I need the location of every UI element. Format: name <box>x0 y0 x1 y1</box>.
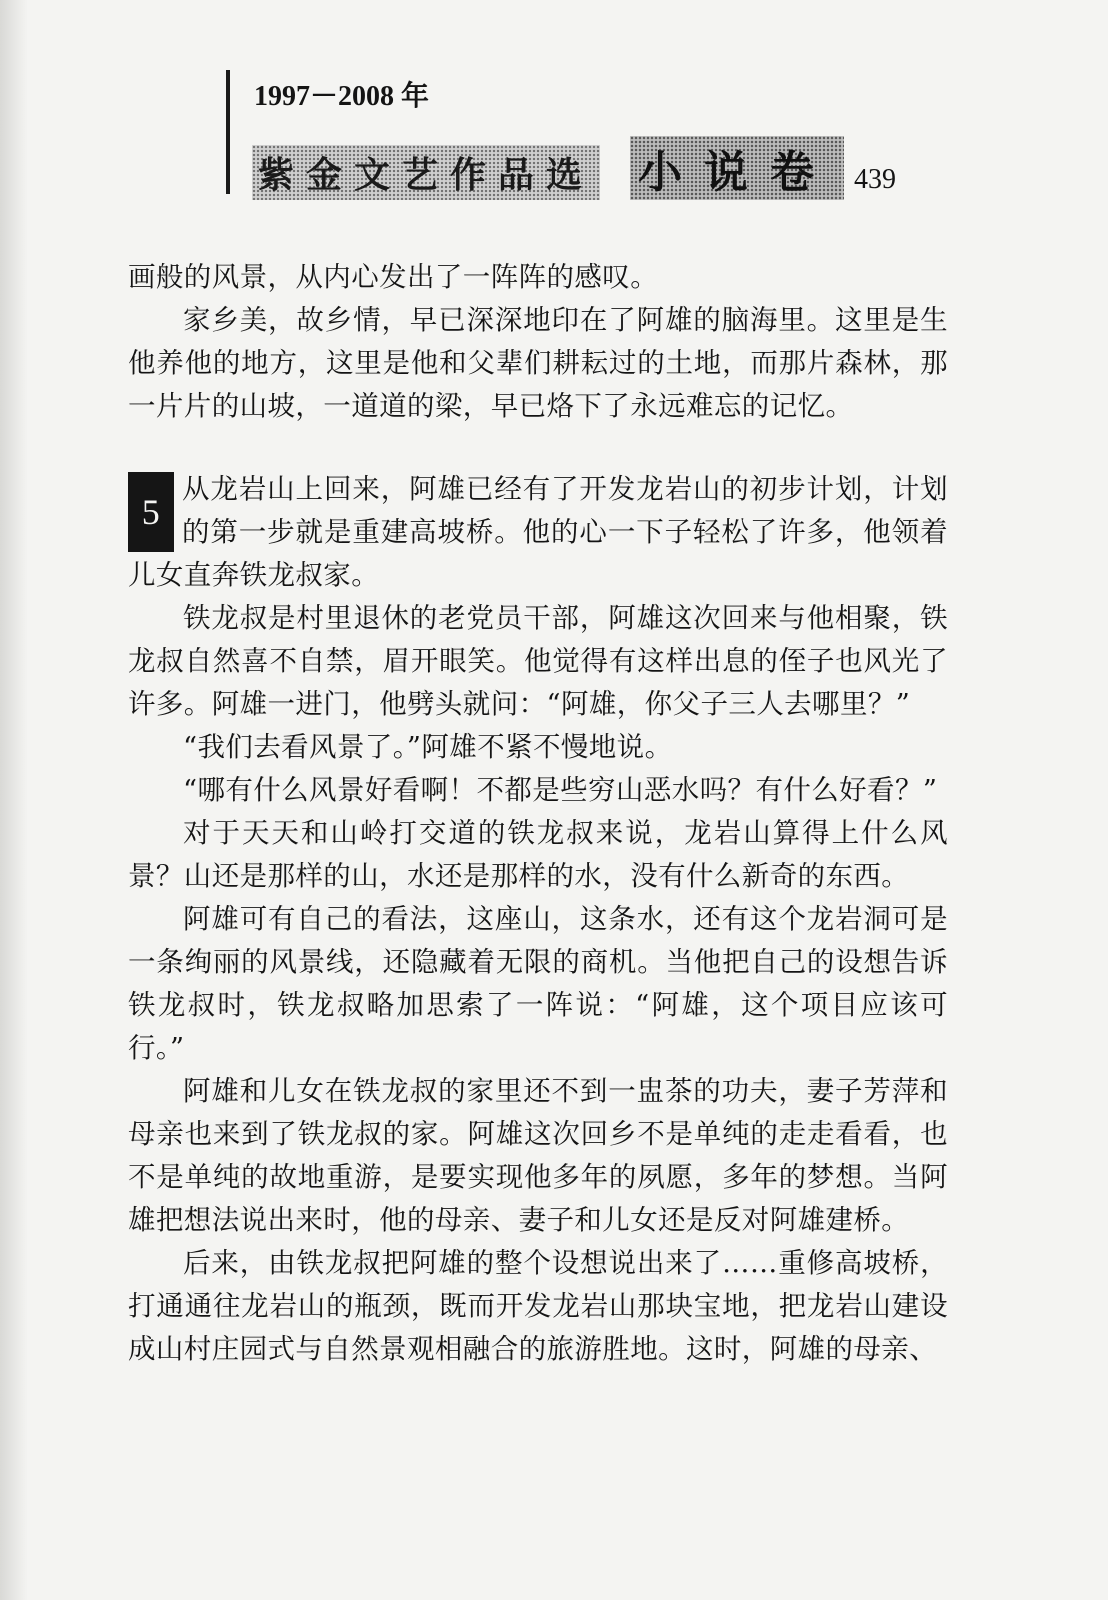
paragraph: 画般的风景，从内心发出了一阵阵的感叹。 <box>128 261 659 293</box>
section-first-paragraph <box>128 468 948 597</box>
section-first-paragraph-text: 从龙岩山上回来，阿雄已经有了开发龙岩山的初步计划，计划的第一步就是重建高坡桥。他的心一下子轻松了许多，他领着儿女直奔铁龙叔家。 <box>128 473 948 591</box>
paragraph: 铁龙叔是村里退休的老党员干部，阿雄这次回来与他相聚，铁龙叔自然喜不自禁，眉开眼笑。他觉得有这样出息的侄子也风光了许多。阿雄一进门，他劈头就问：“阿雄，你父子三人去哪里？” <box>128 602 948 720</box>
section-number-badge: 5 <box>128 472 174 552</box>
header-years: 1997－2008 年 <box>254 81 430 112</box>
header-title-row <box>252 136 896 200</box>
volume-title: 小说卷 <box>630 136 844 200</box>
paragraph: “哪有什么风景好看啊！不都是些穷山恶水吗？有什么好看？” <box>183 774 938 806</box>
section-gap <box>128 428 948 468</box>
paragraph: 家乡美，故乡情，早已深深地印在了阿雄的脑海里。这里是生他养他的地方，这里是他和父辈们耕耘过的土地，而那片森林，那一片片的山坡，一道道的梁，早已烙下了永远难忘的记忆。 <box>128 304 948 422</box>
scan-edge-shadow <box>0 0 28 1600</box>
paragraph: “我们去看风景了。”阿雄不紧不慢地说。 <box>183 731 673 763</box>
text-body <box>128 256 948 1371</box>
paragraph: 后来，由铁龙叔把阿雄的整个设想说出来了……重修高坡桥，打通通往龙岩山的瓶颈，既而开发龙岩山那块宝地，把龙岩山建设成山村庄园式与自然景观相融合的旅游胜地。这时，阿雄的母亲、 <box>128 1247 948 1365</box>
page-header <box>226 70 952 198</box>
paragraph: 阿雄可有自己的看法，这座山，这条水，还有这个龙岩洞可是一条绚丽的风景线，还隐藏着无限的商机。当他把自己的设想告诉铁龙叔时，铁龙叔略加思索了一阵说：“阿雄，这个项目应该可行。” <box>128 903 948 1064</box>
series-title: 紫金文艺作品选 <box>252 145 600 200</box>
paragraph: 阿雄和儿女在铁龙叔的家里还不到一盅茶的功夫，妻子芳萍和母亲也来到了铁龙叔的家。阿雄这次回乡不是单纯的走走看看，也不是单纯的故地重游，是要实现他多年的夙愿，多年的梦想。当阿雄把想法说出来时，他的母亲、妻子和儿女还是反对阿雄建桥。 <box>128 1075 948 1236</box>
page-number: 439 <box>854 164 897 195</box>
paragraph: 对于天天和山岭打交道的铁龙叔来说，龙岩山算得上什么风景？山还是那样的山，水还是那样的水，没有什么新奇的东西。 <box>128 817 948 892</box>
